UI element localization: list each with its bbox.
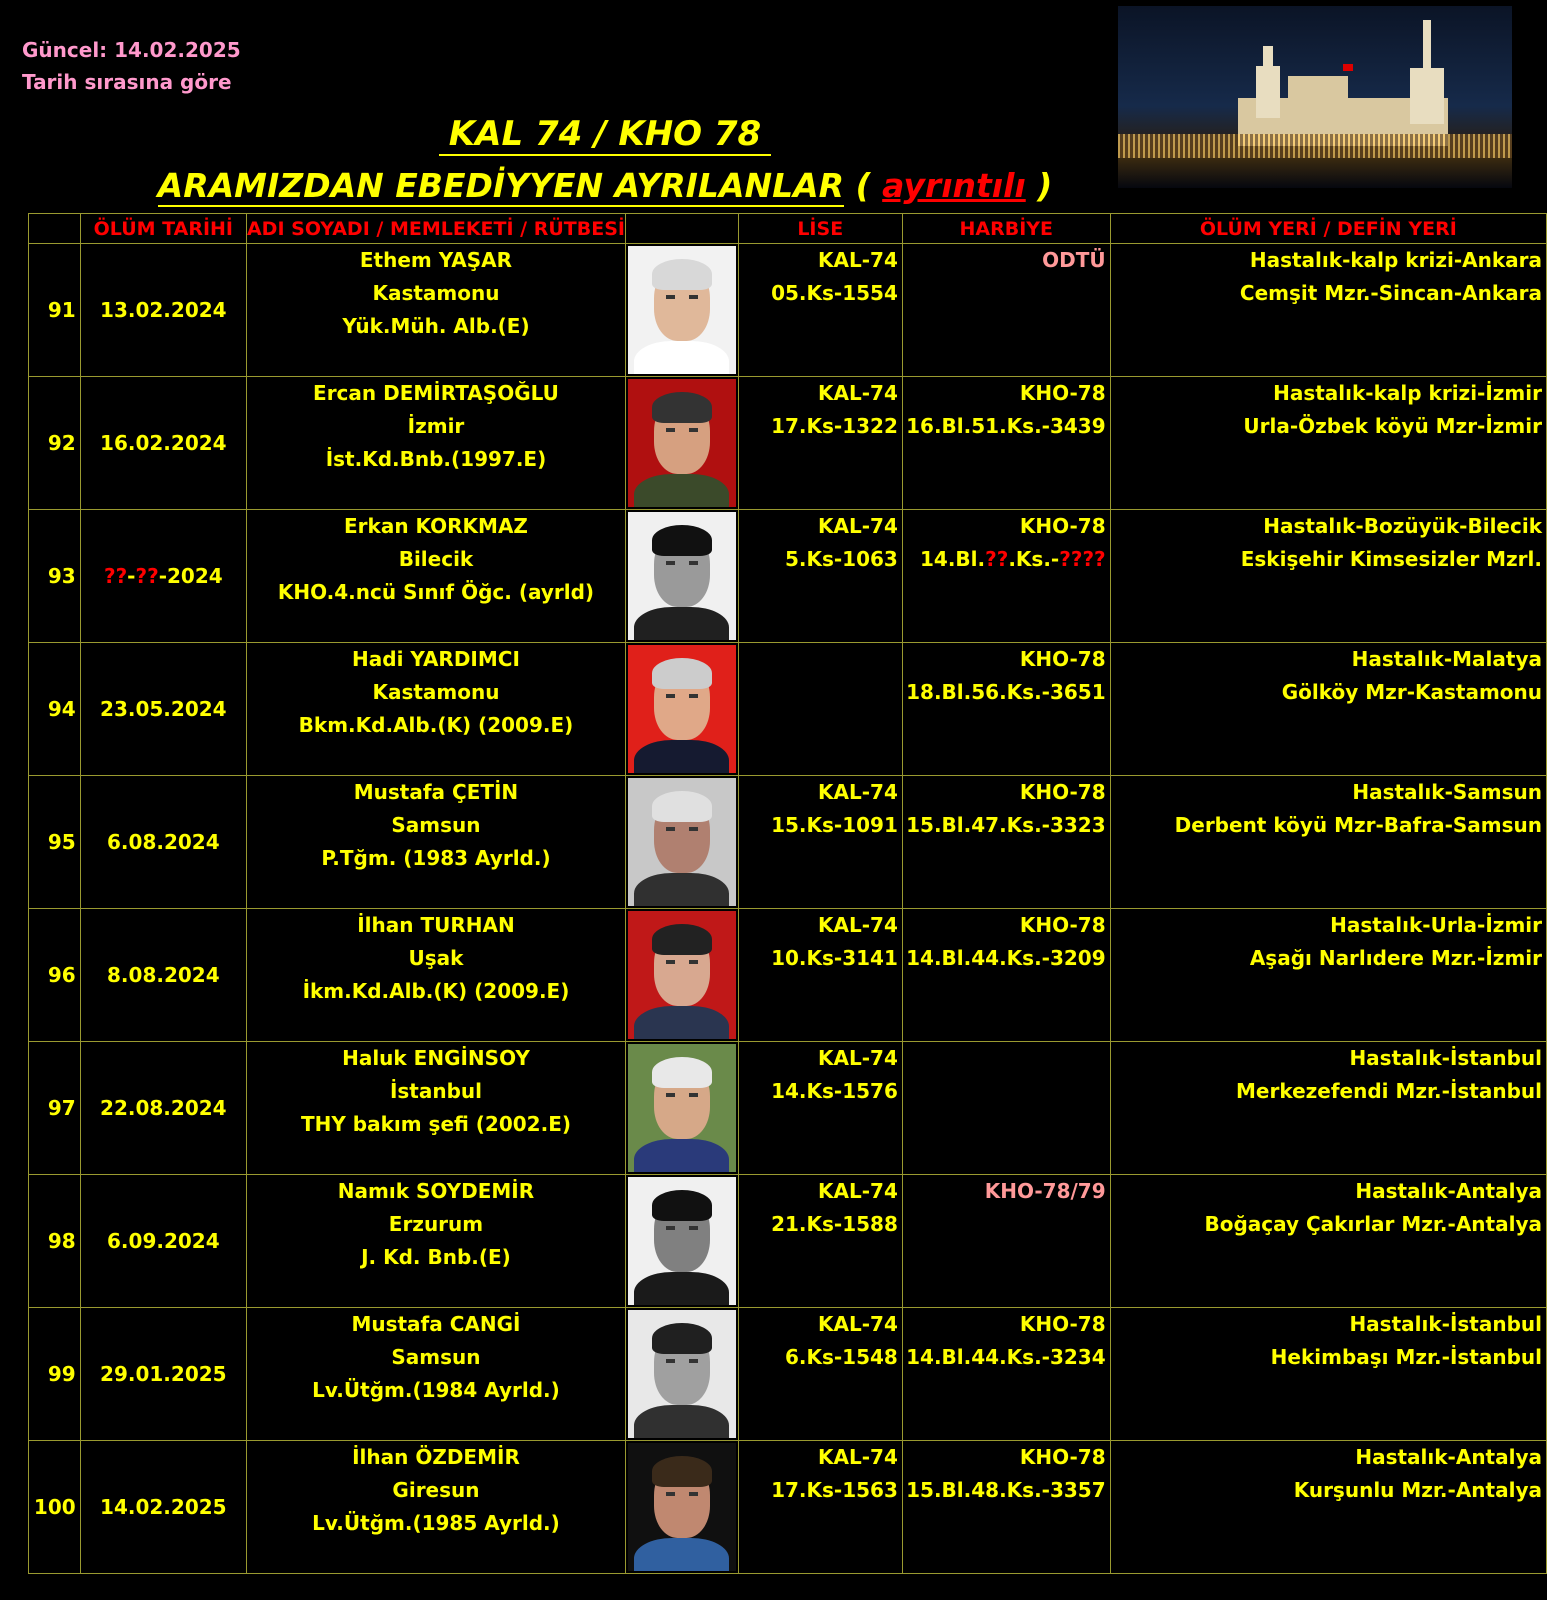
person-rank: İkm.Kd.Alb.(K) (2009.E): [302, 979, 570, 1003]
person-rank: Bkm.Kd.Alb.(K) (2009.E): [298, 713, 574, 737]
harbiye-class: KHO-78: [1019, 647, 1106, 671]
person-cell: [246, 776, 625, 909]
harbiye-no: 14.Bl.44.Ks.-3234: [906, 1345, 1106, 1369]
row-number: 92: [29, 377, 81, 510]
page-title: [0, 114, 1210, 154]
lise-no: 10.Ks-3141: [771, 946, 898, 970]
death-date-cell: [80, 1042, 246, 1175]
person-cell: [246, 643, 625, 776]
row-number: 94: [29, 643, 81, 776]
lise-cell: [738, 1441, 902, 1574]
person-rank: İst.Kd.Bnb.(1997.E): [325, 447, 547, 471]
portrait-photo: [628, 1044, 736, 1172]
person-name: İlhan TURHAN: [357, 913, 515, 937]
harbiye-class: KHO-78: [1019, 381, 1106, 405]
person-name: Haluk ENGİNSOY: [342, 1046, 530, 1070]
burial-place: Cemşit Mzr.-Sincan-Ankara: [1239, 281, 1542, 305]
photo-cell: [625, 776, 738, 909]
row-number: 97: [29, 1042, 81, 1175]
table-header: [29, 214, 1547, 244]
harbiye-cell: [902, 909, 1110, 1042]
burial-place: Urla-Özbek köyü Mzr-İzmir: [1243, 414, 1542, 438]
death-place: Hastalık-Antalya: [1355, 1445, 1542, 1469]
date-unknown-day: ??: [103, 564, 128, 588]
portrait-photo: [628, 1310, 736, 1438]
person-city: Kastamonu: [372, 281, 500, 305]
burial-place: Hekimbaşı Mzr.-İstanbul: [1270, 1345, 1542, 1369]
lise-no: 05.Ks-1554: [771, 281, 898, 305]
row-number: 93: [29, 510, 81, 643]
harbiye-class: ODTÜ: [1042, 248, 1106, 272]
death-place: Hastalık-İstanbul: [1349, 1046, 1542, 1070]
death-place: Hastalık-kalp krizi-Ankara: [1249, 248, 1542, 272]
person-name: Erkan KORKMAZ: [344, 514, 528, 538]
lise-cell: [738, 244, 902, 377]
harbiye-cell: [902, 1175, 1110, 1308]
person-name: Mustafa CANGİ: [351, 1312, 521, 1336]
harbiye-cell: [902, 510, 1110, 643]
lise-class: KAL-74: [818, 913, 898, 937]
lise-cell: [738, 776, 902, 909]
photo-cell: [625, 909, 738, 1042]
portrait-photo: [628, 379, 736, 507]
place-cell: [1110, 909, 1546, 1042]
page-subtitle: [0, 166, 1210, 205]
harbiye-cell: [902, 244, 1110, 377]
person-city: Samsun: [391, 813, 481, 837]
lise-no: 5.Ks-1063: [784, 547, 898, 571]
row-number: 91: [29, 244, 81, 377]
person-name: Ercan DEMİRTAŞOĞLU: [313, 381, 559, 405]
death-date-cell: [80, 1308, 246, 1441]
death-date-cell: [80, 244, 246, 377]
row-number: 100: [29, 1441, 81, 1574]
place-cell: [1110, 377, 1546, 510]
death-date-cell: [80, 510, 246, 643]
death-date-cell: [80, 909, 246, 1042]
death-date: 29.01.2025: [100, 1362, 227, 1386]
portrait-photo: [628, 512, 736, 640]
lise-cell: [738, 909, 902, 1042]
lise-class: KAL-74: [818, 514, 898, 538]
harbiye-class: KHO-78: [1019, 514, 1106, 538]
burial-place: Boğaçay Çakırlar Mzr.-Antalya: [1204, 1212, 1542, 1236]
person-city: Erzurum: [388, 1212, 484, 1236]
subtitle-close: ): [1025, 166, 1053, 205]
death-date: 6.09.2024: [107, 1229, 220, 1253]
date-year: -2024: [158, 564, 223, 588]
lise-no: 6.Ks-1548: [784, 1345, 898, 1369]
person-name: Ethem YAŞAR: [359, 248, 513, 272]
photo-cell: [625, 377, 738, 510]
person-rank: Lv.Ütğm.(1985 Ayrld.): [312, 1511, 560, 1535]
lise-no: 17.Ks-1563: [771, 1478, 898, 1502]
death-date: 22.08.2024: [100, 1096, 227, 1120]
table-row: [29, 643, 1547, 776]
subtitle-main: ARAMIZDAN EBEDİYYEN AYRILANLAR: [157, 166, 845, 205]
person-cell: [246, 377, 625, 510]
lise-class: KAL-74: [818, 1046, 898, 1070]
death-date: 8.08.2024: [107, 963, 220, 987]
military-school-night-photo: [1118, 6, 1512, 188]
subtitle-open: (: [844, 166, 883, 205]
burial-place: Gölköy Mzr-Kastamonu: [1281, 680, 1542, 704]
person-cell: [246, 510, 625, 643]
col-death-date: ÖLÜM TARİHİ: [80, 214, 246, 244]
col-name: ADI SOYADI / MEMLEKETİ / RÜTBESİ: [246, 214, 625, 244]
portrait-photo: [628, 246, 736, 374]
person-rank: Yük.Müh. Alb.(E): [342, 314, 530, 338]
harbiye-cell: [902, 1441, 1110, 1574]
row-number: 95: [29, 776, 81, 909]
death-date: 6.08.2024: [107, 830, 220, 854]
burial-place: Aşağı Narlıdere Mzr.-İzmir: [1249, 946, 1542, 970]
lise-no: 17.Ks-1322: [771, 414, 898, 438]
person-cell: [246, 1042, 625, 1175]
person-cell: [246, 1308, 625, 1441]
death-place: Hastalık-Urla-İzmir: [1330, 913, 1542, 937]
harbiye-class: KHO-78: [1019, 1445, 1106, 1469]
harbiye-no-unknown: ??: [985, 547, 1009, 571]
harbiye-no: [903, 543, 1106, 576]
lise-cell: [738, 510, 902, 643]
table-row: [29, 377, 1547, 510]
portrait-photo: [628, 911, 736, 1039]
photo-cell: [625, 1308, 738, 1441]
photo-cell: [625, 244, 738, 377]
death-date: 16.02.2024: [100, 431, 227, 455]
place-cell: [1110, 776, 1546, 909]
burial-place: Kurşunlu Mzr.-Antalya: [1293, 1478, 1542, 1502]
photo-cell: [625, 643, 738, 776]
death-date: 13.02.2024: [100, 298, 227, 322]
col-no: [29, 214, 81, 244]
table-row: [29, 244, 1547, 377]
row-number: 98: [29, 1175, 81, 1308]
table-row: [29, 1441, 1547, 1574]
photo-cell: [625, 1042, 738, 1175]
lise-class: KAL-74: [818, 1312, 898, 1336]
photo-cell: [625, 510, 738, 643]
person-cell: [246, 244, 625, 377]
harbiye-no: 15.Bl.47.Ks.-3323: [906, 813, 1106, 837]
death-date-cell: [80, 776, 246, 909]
death-place: Hastalık-İstanbul: [1349, 1312, 1542, 1336]
person-rank: P.Tğm. (1983 Ayrld.): [321, 846, 551, 870]
death-place: Hastalık-kalp krizi-İzmir: [1273, 381, 1542, 405]
death-place: Hastalık-Malatya: [1351, 647, 1542, 671]
col-place: ÖLÜM YERİ / DEFİN YERİ: [1110, 214, 1546, 244]
table-row: [29, 1175, 1547, 1308]
sort-note: Tarih sırasına göre: [22, 70, 232, 94]
table-row: [29, 1042, 1547, 1175]
person-cell: [246, 909, 625, 1042]
harbiye-no: 16.Bl.51.Ks.-3439: [906, 414, 1106, 438]
place-cell: [1110, 1308, 1546, 1441]
person-city: İstanbul: [389, 1079, 482, 1103]
person-rank: Lv.Ütğm.(1984 Ayrld.): [312, 1378, 560, 1402]
subtitle-detail: ayrıntılı: [882, 166, 1026, 205]
person-name: İlhan ÖZDEMİR: [352, 1445, 520, 1469]
title-main: KAL 74 / KHO 78: [439, 114, 771, 156]
death-date: 14.02.2025: [100, 1495, 227, 1519]
place-cell: [1110, 244, 1546, 377]
place-cell: [1110, 510, 1546, 643]
harbiye-cell: [902, 776, 1110, 909]
person-name: Namık SOYDEMİR: [337, 1179, 535, 1203]
person-name: Hadi YARDIMCI: [352, 647, 520, 671]
person-cell: [246, 1441, 625, 1574]
harbiye-class: KHO-78: [1019, 780, 1106, 804]
harbiye-no: 15.Bl.48.Ks.-3357: [906, 1478, 1106, 1502]
harbiye-cell: [902, 643, 1110, 776]
date-sep: -: [127, 564, 136, 588]
row-number: 96: [29, 909, 81, 1042]
lise-no: 14.Ks-1576: [771, 1079, 898, 1103]
person-city: Bilecik: [398, 547, 474, 571]
burial-place: Eskişehir Kimsesizler Mzrl.: [1240, 547, 1542, 571]
person-city: İzmir: [407, 414, 465, 438]
death-place: Hastalık-Bozüyük-Bilecik: [1263, 514, 1542, 538]
harbiye-class: KHO-78: [1019, 913, 1106, 937]
person-city: Uşak: [408, 946, 464, 970]
harbiye-class: KHO-78/79: [984, 1179, 1106, 1203]
harbiye-no-part: 14.Bl.: [919, 547, 986, 571]
table-row: [29, 909, 1547, 1042]
person-city: Samsun: [391, 1345, 481, 1369]
death-date: 23.05.2024: [100, 697, 227, 721]
lise-no: 21.Ks-1588: [771, 1212, 898, 1236]
place-cell: [1110, 643, 1546, 776]
lise-cell: [738, 1308, 902, 1441]
harbiye-no-part: .Ks.-: [1008, 547, 1060, 571]
portrait-photo: [628, 1177, 736, 1305]
lise-cell: [738, 377, 902, 510]
portrait-photo: [628, 778, 736, 906]
place-cell: [1110, 1175, 1546, 1308]
person-city: Kastamonu: [372, 680, 500, 704]
row-number: 99: [29, 1308, 81, 1441]
table-row: [29, 776, 1547, 909]
lise-cell: [738, 1042, 902, 1175]
lise-class: KAL-74: [818, 1445, 898, 1469]
harbiye-cell: [902, 1308, 1110, 1441]
harbiye-class: KHO-78: [1019, 1312, 1106, 1336]
burial-place: Merkezefendi Mzr.-İstanbul: [1235, 1079, 1542, 1103]
lise-no: 15.Ks-1091: [771, 813, 898, 837]
harbiye-no: 14.Bl.44.Ks.-3209: [906, 946, 1106, 970]
person-name: Mustafa ÇETİN: [353, 780, 519, 804]
col-photo: [625, 214, 738, 244]
date-unknown-month: ??: [135, 564, 159, 588]
col-harbiye: HARBİYE: [902, 214, 1110, 244]
photo-cell: [625, 1175, 738, 1308]
burial-place: Derbent köyü Mzr-Bafra-Samsun: [1174, 813, 1542, 837]
place-cell: [1110, 1441, 1546, 1574]
portrait-photo: [628, 645, 736, 773]
person-rank: THY bakım şefi (2002.E): [300, 1112, 571, 1136]
harbiye-no: 18.Bl.56.Ks.-3651: [906, 680, 1106, 704]
table-row: [29, 1308, 1547, 1441]
update-date: Güncel: 14.02.2025: [22, 38, 241, 62]
death-place: Hastalık-Samsun: [1352, 780, 1542, 804]
lise-class: KAL-74: [818, 1179, 898, 1203]
death-date-cell: [80, 377, 246, 510]
harbiye-cell: [902, 1042, 1110, 1175]
portrait-photo: [628, 1443, 736, 1571]
lise-class: KAL-74: [818, 780, 898, 804]
person-rank: J. Kd. Bnb.(E): [361, 1245, 511, 1269]
death-date-cell: [80, 643, 246, 776]
death-date-cell: [80, 1175, 246, 1308]
harbiye-no-unknown: ????: [1059, 547, 1106, 571]
deceased-table: [28, 213, 1547, 1574]
lise-cell: [738, 1175, 902, 1308]
place-cell: [1110, 1042, 1546, 1175]
person-rank: KHO.4.ncü Sınıf Öğc. (ayrld): [277, 580, 595, 604]
death-place: Hastalık-Antalya: [1355, 1179, 1542, 1203]
photo-cell: [625, 1441, 738, 1574]
lise-cell: [738, 643, 902, 776]
lise-class: KAL-74: [818, 381, 898, 405]
col-lise: LİSE: [738, 214, 902, 244]
harbiye-cell: [902, 377, 1110, 510]
person-cell: [246, 1175, 625, 1308]
table-row: [29, 510, 1547, 643]
death-date-cell: [80, 1441, 246, 1574]
person-city: Giresun: [392, 1478, 480, 1502]
lise-class: KAL-74: [818, 248, 898, 272]
